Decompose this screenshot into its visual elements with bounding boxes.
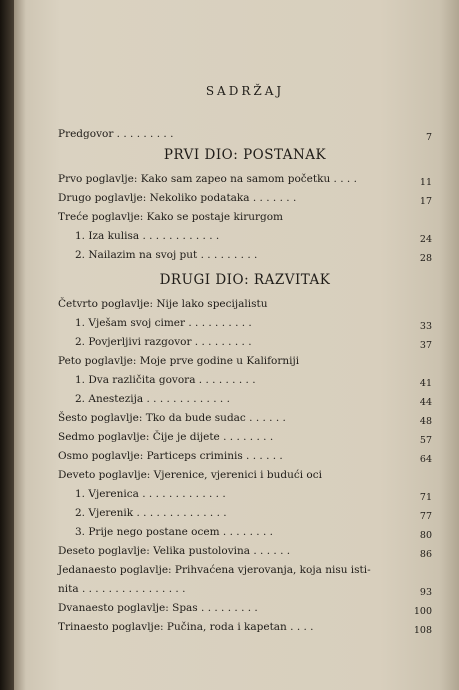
toc-page-number: 11 (419, 177, 432, 188)
toc-entry-text: Deveto poglavlje: Vjerenice, vjerenici i budući oci (58, 469, 322, 481)
toc-page-number: 41 (419, 378, 432, 389)
toc-entry-text: 1. Dva različita govora . . . . . . . . . (75, 374, 256, 386)
toc-page-number: 28 (419, 253, 432, 264)
toc-entry-text: 2. Povjerljivi razgovor . . . . . . . . . (75, 336, 252, 348)
toc-entry (58, 334, 432, 353)
toc-entry (58, 562, 432, 581)
table-of-contents (58, 84, 432, 638)
toc-entry (58, 228, 432, 247)
page-title: SADRŽAJ (205, 84, 285, 98)
toc-entry (58, 543, 432, 562)
toc-entry-text: Predgovor . . . . . . . . . (58, 128, 174, 140)
toc-page-number: 93 (419, 587, 432, 598)
toc-page-number: 108 (413, 625, 432, 636)
toc-entry (58, 448, 432, 467)
toc-entry (58, 190, 432, 209)
toc-entry (58, 429, 432, 448)
toc-entry (58, 296, 432, 315)
toc-entry (58, 505, 432, 524)
toc-entry (58, 524, 432, 543)
toc-entry-text: Treće poglavlje: Kako se postaje kirurgom (58, 211, 283, 223)
toc-entry-preface (58, 126, 432, 145)
part-heading: PRVI DIO: POSTANAK (163, 147, 327, 163)
toc-page-number: 64 (419, 454, 432, 465)
toc-page-number: 71 (419, 492, 432, 503)
toc-page-number: 24 (419, 234, 432, 245)
toc-entry-text: Peto poglavlje: Moje prve godine u Kaliforniji (58, 355, 300, 367)
toc-page-number: 17 (419, 196, 432, 207)
toc-entry (58, 600, 432, 619)
part1-entries (58, 171, 432, 266)
toc-entry (58, 171, 432, 190)
toc-entry (58, 410, 432, 429)
toc-entry-text: 3. Prije nego postane ocem . . . . . . . . (75, 526, 273, 538)
toc-entry (58, 247, 432, 266)
toc-entry-text: Četvrto poglavlje: Nije lako specijalistu (58, 298, 268, 310)
toc-entry-text: 1. Iza kulisa . . . . . . . . . . . . (75, 230, 220, 242)
toc-page-number: 100 (413, 606, 432, 617)
toc-entry (58, 372, 432, 391)
toc-entry-text: Jedanaesto poglavlje: Prihvaćena vjerovanja, koja nisu isti- (58, 564, 371, 576)
toc-entry-text: 2. Anestezija . . . . . . . . . . . . . (75, 393, 230, 405)
toc-entry (58, 391, 432, 410)
toc-entry-text: 2. Nailazim na svoj put . . . . . . . . . (75, 249, 258, 261)
toc-page-number: 57 (419, 435, 432, 446)
toc-entry-text: 2. Vjerenik . . . . . . . . . . . . . . (75, 507, 227, 519)
toc-entry-text: Dvanaesto poglavlje: Spas . . . . . . . . . (58, 602, 258, 614)
toc-entry (58, 209, 432, 228)
toc-entry (58, 353, 432, 372)
toc-page-number: 48 (419, 416, 432, 427)
toc-entry (58, 315, 432, 334)
part-heading: DRUGI DIO: RAZVITAK (159, 272, 331, 288)
toc-entry (58, 581, 432, 600)
toc-page-number: 80 (419, 530, 432, 541)
toc-entry-text: 1. Vješam svoj cimer . . . . . . . . . . (75, 317, 252, 329)
part2-entries (58, 296, 432, 638)
toc-entry-text: Šesto poglavlje: Tko da bude sudac . . . . . . (58, 412, 286, 424)
toc-entry (58, 619, 432, 638)
book-spine (0, 0, 14, 690)
toc-entry-text: nita . . . . . . . . . . . . . . . . (58, 583, 186, 595)
toc-entry-text: Drugo poglavlje: Nekoliko podataka . . . . . . . (58, 192, 297, 204)
toc-entry-text: Deseto poglavlje: Velika pustolovina . . . . . . (58, 545, 291, 557)
toc-entry-text: Trinaesto poglavlje: Pučina, roda i kapetan . . . . (58, 621, 314, 633)
toc-entry-text: Osmo poglavlje: Particeps criminis . . . . . . (58, 450, 283, 462)
toc-page-number: 77 (419, 511, 432, 522)
toc-entry-text: Prvo poglavlje: Kako sam zapeo na samom početku . . . . (58, 173, 357, 185)
toc-page-number: 37 (419, 340, 432, 351)
toc-entry (58, 467, 432, 486)
toc-entry-text: 1. Vjerenica . . . . . . . . . . . . . (75, 488, 226, 500)
toc-page-number: 7 (425, 132, 432, 143)
toc-page-number: 86 (419, 549, 432, 560)
toc-entry-text: Sedmo poglavlje: Čije je dijete . . . . . . . . (58, 431, 274, 443)
toc-page-number: 33 (419, 321, 432, 332)
toc-page-number: 44 (419, 397, 432, 408)
toc-entry (58, 486, 432, 505)
